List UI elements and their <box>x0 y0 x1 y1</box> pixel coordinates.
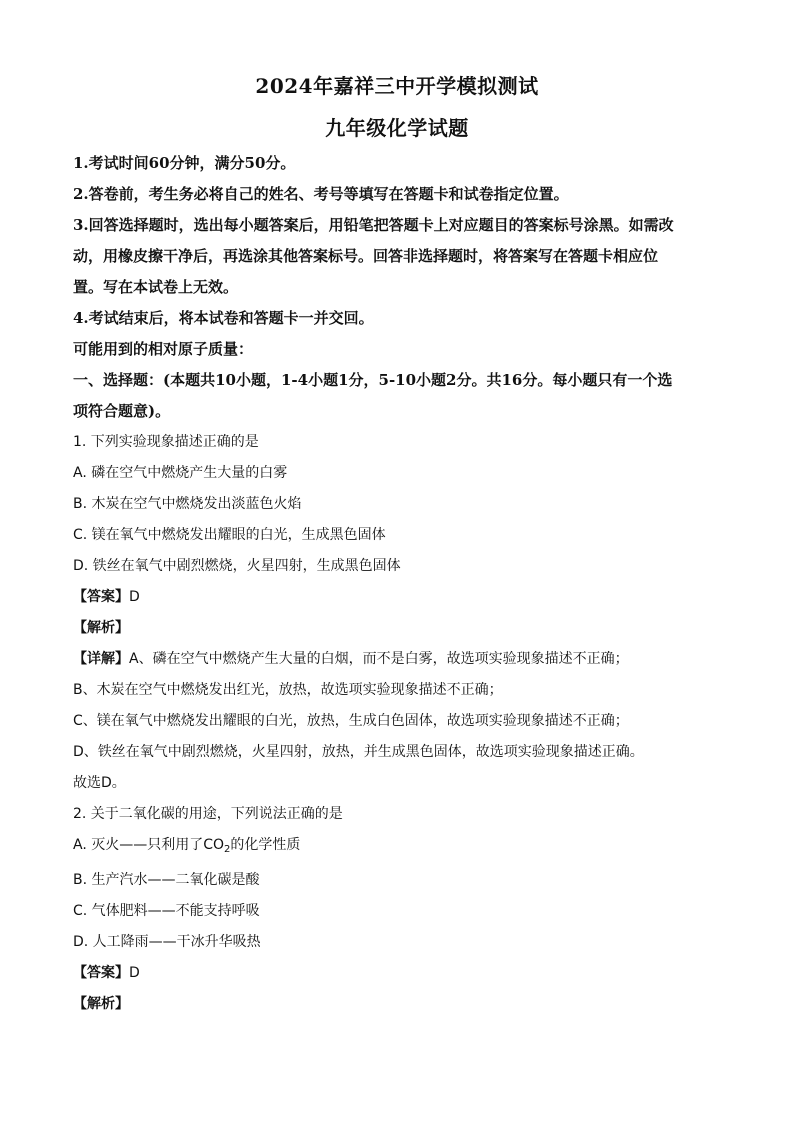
note-2: 2.答卷前，考生务必将自己的姓名、考号等填写在答题卡和试卷指定位置。 <box>73 185 569 203</box>
q1-detail-c: C、镁在氧气中燃烧发出耀眼的白光，放热，生成白色固体，故选项实验现象描述不正确； <box>73 713 629 729</box>
q1-stem: 1. 下列实验现象描述正确的是 <box>73 434 259 450</box>
q2-analysis <box>73 989 723 1020</box>
q1-detail-d: D、铁丝在氧气中剧烈燃烧，火星四射，放热，并生成黑色固体，故选项实验现象描述正确。 <box>73 744 644 760</box>
q1-option-d: D. 铁丝在氧气中剧烈燃烧，火星四射，生成黑色固体 <box>73 558 401 574</box>
note-3-line-2: 动，用橡皮擦干净后，再选涂其他答案标号。回答非选择题时，将答案写在答题卡相应位 <box>73 247 659 265</box>
q1-analysis-tag: 【解析】 <box>73 620 129 636</box>
q1-answer-value: D <box>129 589 140 605</box>
q2-option-b: B. 生产汽水——二氧化碳是酸 <box>73 872 260 888</box>
q1-analysis <box>73 613 723 644</box>
section-heading-line-1: 一、选择题：(本题共10小题，1-4小题1分，5-10小题2分。共16分。每小题只有一个选 <box>73 371 673 389</box>
note-3-line-1: 3.回答选择题时，选出每小题答案后，用铅笔把答题卡上对应题目的答案标号涂黑。如需改 <box>73 216 674 234</box>
atomic-mass-label: 可能用到的相对原子质量： <box>73 340 254 358</box>
exam-title: 2024年嘉祥三中开学模拟测试 <box>255 74 539 98</box>
q1-answer-tag: 【答案】 <box>73 589 129 605</box>
q1-option-c: C. 镁在氧气中燃烧发出耀眼的白光，生成黑色固体 <box>73 527 386 543</box>
q2-option-a-pre: A. 灭火——只利用了CO <box>73 837 225 853</box>
q1-option-a: A. 磷在空气中燃烧产生大量的白雾 <box>73 465 288 481</box>
q2-option-a-post: 的化学性质 <box>230 837 301 853</box>
section-heading-line-2: 项符合题意)。 <box>73 402 171 420</box>
q2-option-a-subscript: 2 <box>224 844 231 855</box>
q2-analysis-tag: 【解析】 <box>73 996 129 1012</box>
note-4: 4.考试结束后，将本试卷和答题卡一并交回。 <box>73 309 374 327</box>
q1-detail-a <box>73 644 723 675</box>
q2-answer-tag: 【答案】 <box>73 965 129 981</box>
q2-answer <box>73 958 723 989</box>
q2-stem: 2. 关于二氧化碳的用途，下列说法正确的是 <box>73 806 343 822</box>
q1-detail-tag: 【详解】 <box>73 651 129 667</box>
q2-answer-value: D <box>129 965 140 981</box>
q1-answer <box>73 582 723 613</box>
exam-subtitle: 九年级化学试题 <box>325 116 469 140</box>
exam-content <box>73 148 723 1020</box>
q2-option-d: D. 人工降雨——干冰升华吸热 <box>73 934 261 950</box>
q2-option-c: C. 气体肥料——不能支持呼吸 <box>73 903 260 919</box>
q1-conclusion: 故选D。 <box>73 775 126 791</box>
note-3-line-3: 置。写在本试卷上无效。 <box>73 278 239 296</box>
q1-detail-b: B、木炭在空气中燃烧发出红光，放热，故选项实验现象描述不正确； <box>73 682 503 698</box>
q2-option-a <box>73 830 723 865</box>
q1-option-b: B. 木炭在空气中燃烧发出淡蓝色火焰 <box>73 496 302 512</box>
note-1: 1.考试时间60分钟，满分50分。 <box>73 154 296 172</box>
q1-detail-a-text: A、磷在空气中燃烧产生大量的白烟，而不是白雾，故选项实验现象描述不正确； <box>129 651 629 667</box>
